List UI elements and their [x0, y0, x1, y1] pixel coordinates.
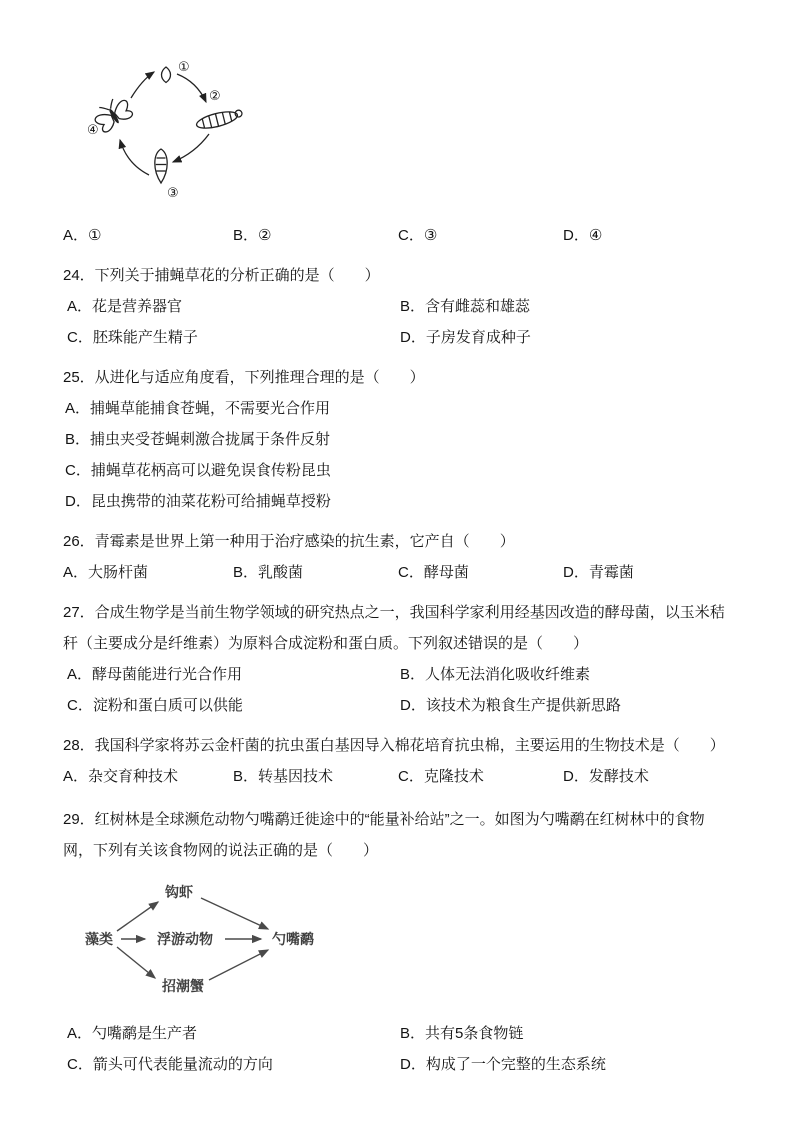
foodweb-node-zooplankton: 浮游动物 [157, 931, 213, 947]
q24-option-b: B．含有雌蕊和雄蕊 [400, 298, 531, 315]
question-27-stem: 27．合成生物学是当前生物学领域的研究热点之一，我国科学家利用经基因改造的酵母菌，以玉米秸秆（主要成分是纤维素）为原料合成淀粉和蛋白质。下列叙述错误的是（ ） [63, 604, 725, 652]
q25-option-a: A．捕蝇草能捕食苍蝇，不需要光合作用 [65, 400, 331, 417]
q27-option-d: D．该技术为粮食生产提供新思路 [400, 697, 621, 714]
foodweb-node-fiddler-crab: 招潮蟹 [162, 978, 204, 994]
stage-label-1: ① [178, 59, 190, 74]
butterfly-lifecycle-figure [83, 54, 732, 208]
q25-option-c: C．捕蝇草花柄高可以避免误食传粉昆虫 [65, 462, 331, 479]
arrow-pupa-to-butterfly [120, 140, 149, 175]
q27-option-c: C．淀粉和蛋白质可以供能 [67, 697, 243, 714]
arrow-algae-to-fiddler-crab [117, 947, 155, 978]
q26-option-c: C．酵母菌 [398, 564, 469, 581]
q27-option-b: B．人体无法消化吸收纤维素 [400, 666, 591, 683]
q24-option-c: C．胚珠能产生精子 [67, 329, 198, 346]
q29-option-a: A．勺嘴鹬是生产者 [67, 1025, 198, 1042]
arrow-butterfly-to-egg [131, 72, 154, 98]
arrow-algae-to-amphipod [117, 902, 158, 931]
question-28-options-row [63, 761, 732, 792]
question-25-stem: 25．从进化与适应角度看，下列推理合理的是（ ） [63, 369, 425, 386]
stage-label-2: ② [209, 88, 221, 103]
egg-shape [161, 67, 170, 83]
larva-shape [195, 107, 244, 131]
question-23-options-row [63, 220, 732, 251]
q25-option-b: B．捕虫夹受苍蝇刺激合拢属于条件反射 [65, 431, 331, 448]
q23-option-d: D．④ [563, 227, 603, 244]
foodweb-node-sandpiper: 勺嘴鹬 [272, 931, 314, 947]
q23-option-a: A．① [63, 227, 102, 244]
q24-option-a: A．花是营养器官 [67, 298, 183, 315]
lifecycle-diagram [83, 54, 261, 204]
question-26-stem: 26．青霉素是世界上第一种用于治疗感染的抗生素，它产自（ ） [63, 533, 515, 550]
question-29-options-row-1 [63, 1018, 732, 1049]
q26-option-b: B．乳酸菌 [233, 564, 304, 581]
q28-option-c: C．克隆技术 [398, 768, 484, 785]
q27-option-a: A．酵母菌能进行光合作用 [67, 666, 243, 683]
question-27-options-row-2 [63, 690, 732, 721]
arrow-larva-to-pupa [173, 134, 209, 162]
pupa-shape [155, 149, 167, 183]
q23-option-b: B．② [233, 227, 272, 244]
q29-option-c: C．箭头可代表能量流动的方向 [67, 1056, 273, 1073]
foodweb-node-amphipod: 钩虾 [165, 884, 193, 900]
foodweb-node-algae: 藻类 [85, 931, 113, 947]
arrow-fiddler-crab-to-sandpiper [209, 950, 268, 980]
q28-option-d: D．发酵技术 [563, 768, 649, 785]
q28-option-b: B．转基因技术 [233, 768, 334, 785]
question-24-options-row-2 [63, 322, 732, 353]
q25-option-d: D．昆虫携带的油菜花粉可给捕蝇草授粉 [65, 493, 331, 510]
question-29-stem: 29．红树林是全球濒危动物勺嘴鹬迁徙途中的“能量补给站”之一。如图为勺嘴鹬在红树林中的食物网，下列有关该食物网的说法正确的是（ ） [63, 811, 705, 859]
stage-label-3: ③ [167, 185, 179, 200]
question-28-stem: 28．我国科学家将苏云金杆菌的抗虫蛋白基因导入棉花培育抗虫棉，主要运用的生物技术是（ ） [63, 737, 725, 754]
q29-option-d: D．构成了一个完整的生态系统 [400, 1056, 606, 1073]
q26-option-d: D．青霉菌 [563, 564, 634, 581]
q23-option-c: C．③ [398, 227, 438, 244]
foodweb-diagram [65, 878, 337, 998]
foodweb-figure [65, 878, 732, 1002]
arrow-egg-to-larva [177, 74, 206, 102]
q29-option-b: B．共有5条食物链 [400, 1025, 524, 1042]
arrow-amphipod-to-sandpiper [201, 898, 268, 929]
question-24-options-row-1 [63, 291, 732, 322]
q28-option-a: A．杂交育种技术 [63, 768, 179, 785]
question-24-stem: 24．下列关于捕蝇草花的分析正确的是（ ） [63, 267, 380, 284]
question-27-options-row-1 [63, 659, 732, 690]
question-26-options-row [63, 557, 732, 588]
stage-label-4: ④ [87, 122, 99, 137]
q24-option-d: D．子房发育成种子 [400, 329, 531, 346]
question-29-options-row-2 [63, 1049, 732, 1080]
q26-option-a: A．大肠杆菌 [63, 564, 149, 581]
